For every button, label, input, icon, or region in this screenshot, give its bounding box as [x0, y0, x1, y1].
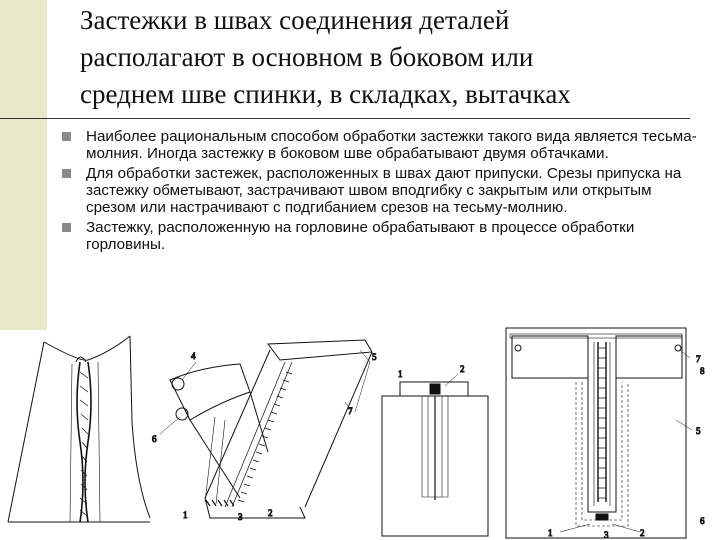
sidebar-accent [0, 0, 47, 330]
fig3-label: 2 [460, 364, 465, 374]
title-underline [0, 118, 690, 119]
fig2-label: 3 [238, 512, 243, 522]
bullet-text: Застежку, расположенную на горловине обрабатывают в процессе обработки горловины. [86, 219, 635, 253]
fig3-label: 1 [398, 369, 403, 379]
fig4-label: 1 [548, 528, 553, 538]
bullet-text: Для обработки застежек, расположенных в швах дают припуски. Срезы припуска на застежку обметывают, застрачивают швом вподгибку с закрытым или открытым срезом или настрачивают с подгибанием срезов на тесьму-молнию. [86, 165, 682, 216]
title-line: располагают в основном в боковом или [80, 42, 534, 72]
square-bullet-icon [62, 132, 71, 141]
fig2-label: 6 [152, 434, 157, 444]
square-bullet-icon [62, 169, 71, 178]
technical-drawings [0, 322, 720, 540]
fig2-label: 1 [183, 510, 188, 520]
zipper-seam-drawing [8, 336, 150, 522]
fig4-label: 8 [700, 366, 705, 376]
bullet-text: Наиболее рациональным способом обработки застежки такого вида является тесьма-молния. Иногда застежку в боковом шве обрабатывают двумя обтачками. [86, 128, 697, 162]
title-line: Застежки в швах соединения деталей [80, 5, 510, 35]
fig2-label: 2 [268, 508, 273, 518]
bullet-item [62, 128, 702, 162]
title-line: среднем шве спинки, в складках, вытачках [80, 79, 571, 109]
fig4-label: 2 [640, 528, 645, 538]
slide-title [80, 2, 716, 113]
fig4-label: 5 [696, 426, 701, 436]
bullet-item [62, 219, 702, 253]
fig2-label: 7 [348, 406, 353, 416]
square-bullet-icon [62, 223, 71, 232]
bullet-list [62, 128, 702, 256]
fig4-label: 6 [700, 516, 705, 526]
fig2-label: 5 [372, 352, 377, 362]
neckline-zipper-drawing [506, 328, 705, 540]
side-seam-zipper-drawing [382, 364, 488, 536]
fig2-label: 4 [191, 351, 196, 361]
fig4-label: 3 [604, 530, 609, 540]
zipper-attachment-drawing [152, 340, 377, 522]
bullet-item [62, 165, 702, 216]
fig4-label: 7 [696, 354, 701, 364]
